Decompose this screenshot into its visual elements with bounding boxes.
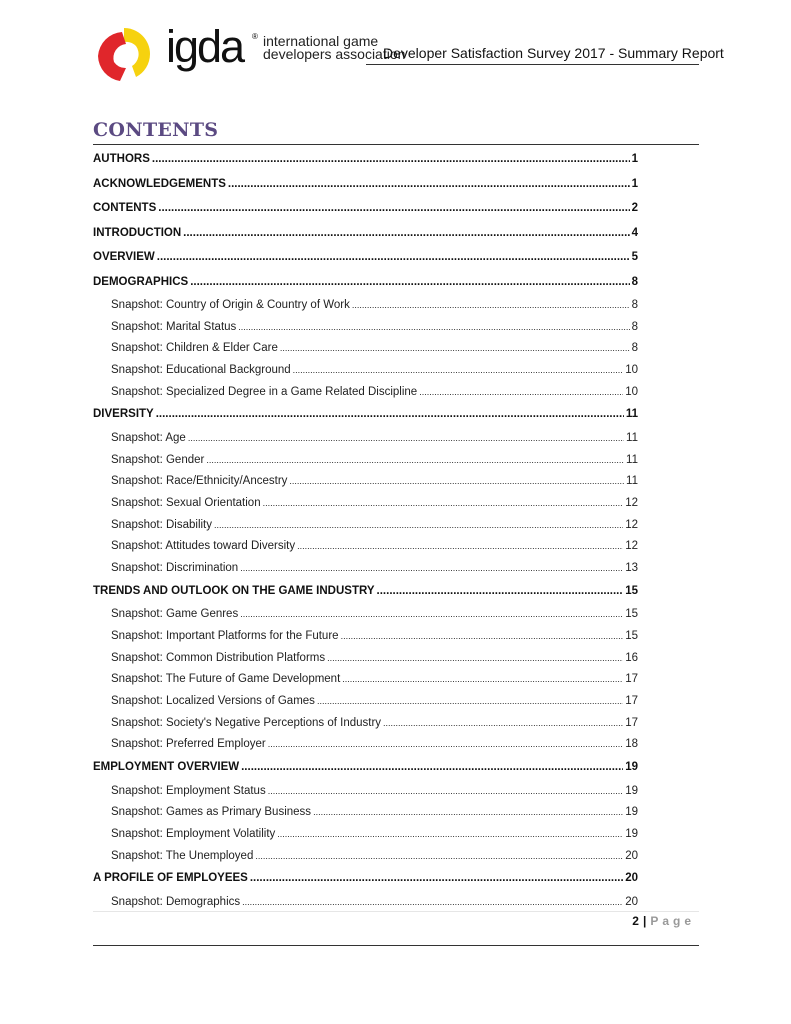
toc-subentry[interactable] [93, 690, 638, 712]
dot-leader [190, 270, 629, 294]
toc-subentry[interactable] [93, 845, 638, 867]
toc-entry[interactable] [93, 245, 638, 270]
dot-leader [313, 801, 623, 823]
dot-leader [263, 492, 624, 514]
dot-leader [317, 690, 623, 712]
toc-label: AUTHORS [93, 153, 150, 165]
toc-subentry[interactable] [93, 647, 638, 669]
dot-leader [383, 712, 623, 734]
toc-entry[interactable] [93, 196, 638, 221]
toc-page-number: 11 [626, 431, 638, 444]
toc-page-number: 20 [625, 895, 638, 908]
dot-leader [293, 359, 624, 381]
toc-label: EMPLOYMENT OVERVIEW [93, 761, 240, 774]
toc-label: Snapshot: Sexual Orientation [111, 497, 261, 509]
logo-subtitle-line1: international game [263, 33, 379, 49]
toc-page-number: 8 [631, 275, 638, 288]
toc-subentry[interactable] [93, 557, 638, 579]
page-number: 2 [632, 914, 639, 928]
page-footer [632, 914, 695, 928]
toc-subentry[interactable] [93, 337, 638, 359]
dot-leader [242, 891, 623, 913]
toc-page-number: 11 [626, 475, 638, 488]
toc-page-number: 16 [625, 651, 638, 664]
toc-label: Snapshot: Educational Background [111, 364, 291, 377]
toc-subentry[interactable] [93, 294, 638, 316]
logo-wordmark: igda [166, 21, 244, 72]
toc-entry[interactable] [93, 402, 638, 427]
toc-page-number: 8 [631, 342, 638, 355]
toc-page-number: 8 [631, 320, 638, 333]
toc-label: Snapshot: Specialized Degree in a Game Related Discipline [111, 385, 418, 398]
toc-label: OVERVIEW [93, 251, 155, 263]
toc-page-number: 2 [631, 202, 638, 214]
toc-subentry[interactable] [93, 668, 638, 690]
dot-leader [206, 449, 624, 471]
toc-subentry[interactable] [93, 535, 638, 557]
toc-page-number: 13 [625, 562, 638, 575]
toc-label: Snapshot: Country of Origin & Country of Work [111, 299, 350, 311]
dot-leader [188, 427, 624, 449]
toc-subentry[interactable] [93, 625, 638, 647]
header-rule [366, 64, 699, 65]
toc-label: Snapshot: Employment Volatility [111, 827, 276, 840]
dot-leader [297, 535, 623, 557]
dot-leader [341, 625, 624, 647]
toc-label: Snapshot: Important Platforms for the Future [111, 629, 339, 642]
toc-page-number: 1 [631, 153, 638, 165]
dot-leader [240, 557, 623, 579]
title-rule [93, 144, 699, 145]
table-of-contents [93, 147, 638, 913]
toc-page-number: 19 [625, 806, 638, 819]
toc-label: INTRODUCTION [93, 226, 182, 239]
dot-leader [342, 668, 623, 690]
toc-entry[interactable] [93, 579, 638, 604]
toc-label: Snapshot: Race/Ethnicity/Ancestry [111, 475, 288, 488]
toc-subentry[interactable] [93, 514, 638, 536]
toc-page-number: 20 [625, 849, 638, 862]
toc-label: Snapshot: Discrimination [111, 562, 239, 575]
dot-leader [255, 845, 623, 867]
dot-leader [352, 294, 630, 316]
toc-label: Snapshot: Disability [111, 518, 212, 531]
toc-subentry[interactable] [93, 733, 638, 755]
toc-page-number: 12 [625, 497, 638, 509]
dot-leader [228, 172, 630, 196]
dot-leader [419, 381, 623, 403]
dot-leader [289, 470, 624, 492]
dot-leader [268, 780, 624, 802]
toc-subentry[interactable] [93, 470, 638, 492]
toc-label: Snapshot: Preferred Employer [111, 738, 266, 751]
toc-page-number: 19 [625, 827, 638, 840]
page-title: CONTENTS [93, 119, 219, 141]
toc-label: Snapshot: Common Distribution Platforms [111, 651, 326, 664]
toc-page-number: 1 [631, 177, 638, 190]
dot-leader [268, 733, 624, 755]
toc-entry[interactable] [93, 755, 638, 780]
toc-subentry[interactable] [93, 492, 638, 514]
toc-subentry[interactable] [93, 381, 638, 403]
dot-leader [277, 823, 623, 845]
toc-page-number: 12 [625, 518, 638, 531]
report-title: Developer Satisfaction Survey 2017 - Summary Report [383, 45, 724, 61]
toc-page-number: 10 [625, 385, 638, 398]
toc-label: Snapshot: Children & Elder Care [111, 342, 278, 355]
toc-page-number: 17 [625, 695, 638, 707]
toc-label: Snapshot: Game Genres [111, 608, 239, 621]
toc-page-number: 20 [625, 872, 638, 885]
toc-page-number: 11 [625, 408, 638, 421]
toc-entry[interactable] [93, 172, 638, 197]
toc-page-number: 4 [631, 226, 638, 239]
toc-label: TRENDS AND OUTLOOK ON THE GAME INDUSTRY [93, 584, 375, 597]
toc-subentry[interactable] [93, 316, 638, 338]
toc-page-number: 15 [625, 584, 638, 597]
toc-entry[interactable] [93, 221, 638, 246]
toc-label: CONTENTS [93, 202, 157, 214]
toc-page-number: 19 [625, 761, 638, 774]
toc-subentry[interactable] [93, 712, 638, 734]
footer-separator: | [642, 914, 647, 928]
toc-subentry[interactable] [93, 449, 638, 471]
toc-subentry[interactable] [93, 427, 638, 449]
toc-label: A PROFILE OF EMPLOYEES [93, 872, 248, 885]
dot-leader [377, 579, 624, 603]
toc-page-number: 11 [626, 453, 638, 466]
toc-page-number: 12 [625, 540, 638, 553]
toc-label: DIVERSITY [93, 408, 154, 421]
toc-page-number: 19 [625, 784, 638, 797]
dot-leader [156, 402, 624, 426]
dot-leader [152, 147, 630, 171]
toc-page-number: 18 [625, 738, 638, 751]
dot-leader [280, 337, 630, 359]
page-word: Page [650, 914, 695, 928]
toc-entry[interactable] [93, 147, 638, 172]
toc-page-number: 10 [625, 364, 638, 377]
toc-entry[interactable] [93, 270, 638, 295]
divider [93, 911, 699, 912]
toc-label: DEMOGRAPHICS [93, 275, 189, 288]
toc-label: Snapshot: Employment Status [111, 784, 266, 797]
toc-label: Snapshot: The Future of Game Development [111, 673, 341, 686]
footer-rule [93, 945, 699, 946]
dot-leader [238, 316, 629, 338]
dot-leader [240, 603, 623, 625]
toc-label: Snapshot: Society's Negative Perceptions of Industry [111, 716, 382, 729]
toc-label: Snapshot: Gender [111, 453, 205, 466]
dot-leader [327, 647, 623, 669]
registered-mark: ® [252, 32, 258, 41]
logo-subtitle-line2: developers association [263, 46, 406, 62]
toc-subentry[interactable] [93, 780, 638, 802]
toc-entry[interactable] [93, 866, 638, 891]
toc-label: Snapshot: Games as Primary Business [111, 806, 312, 819]
dot-leader [214, 514, 623, 536]
igda-logo-icon [96, 26, 162, 82]
dot-leader [183, 221, 629, 245]
toc-label: Snapshot: Age [111, 431, 186, 444]
toc-page-number: 15 [625, 629, 638, 642]
dot-leader [157, 245, 630, 269]
toc-label: Snapshot: Demographics [111, 895, 241, 908]
toc-page-number: 17 [625, 716, 638, 729]
toc-label: Snapshot: The Unemployed [111, 849, 254, 862]
toc-subentry[interactable] [93, 801, 638, 823]
toc-page-number: 15 [625, 608, 638, 621]
toc-label: ACKNOWLEDGEMENTS [93, 177, 226, 190]
toc-label: Snapshot: Attitudes toward Diversity [111, 540, 296, 553]
toc-subentry[interactable] [93, 359, 638, 381]
toc-page-number: 5 [631, 251, 638, 263]
toc-page-number: 17 [625, 673, 638, 686]
toc-subentry[interactable] [93, 891, 638, 913]
toc-label: Snapshot: Localized Versions of Games [111, 695, 315, 707]
toc-label: Snapshot: Marital Status [111, 320, 237, 333]
toc-subentry[interactable] [93, 603, 638, 625]
dot-leader [250, 866, 623, 890]
dot-leader [241, 755, 623, 779]
dot-leader [158, 196, 629, 220]
toc-subentry[interactable] [93, 823, 638, 845]
toc-page-number: 8 [631, 299, 638, 311]
